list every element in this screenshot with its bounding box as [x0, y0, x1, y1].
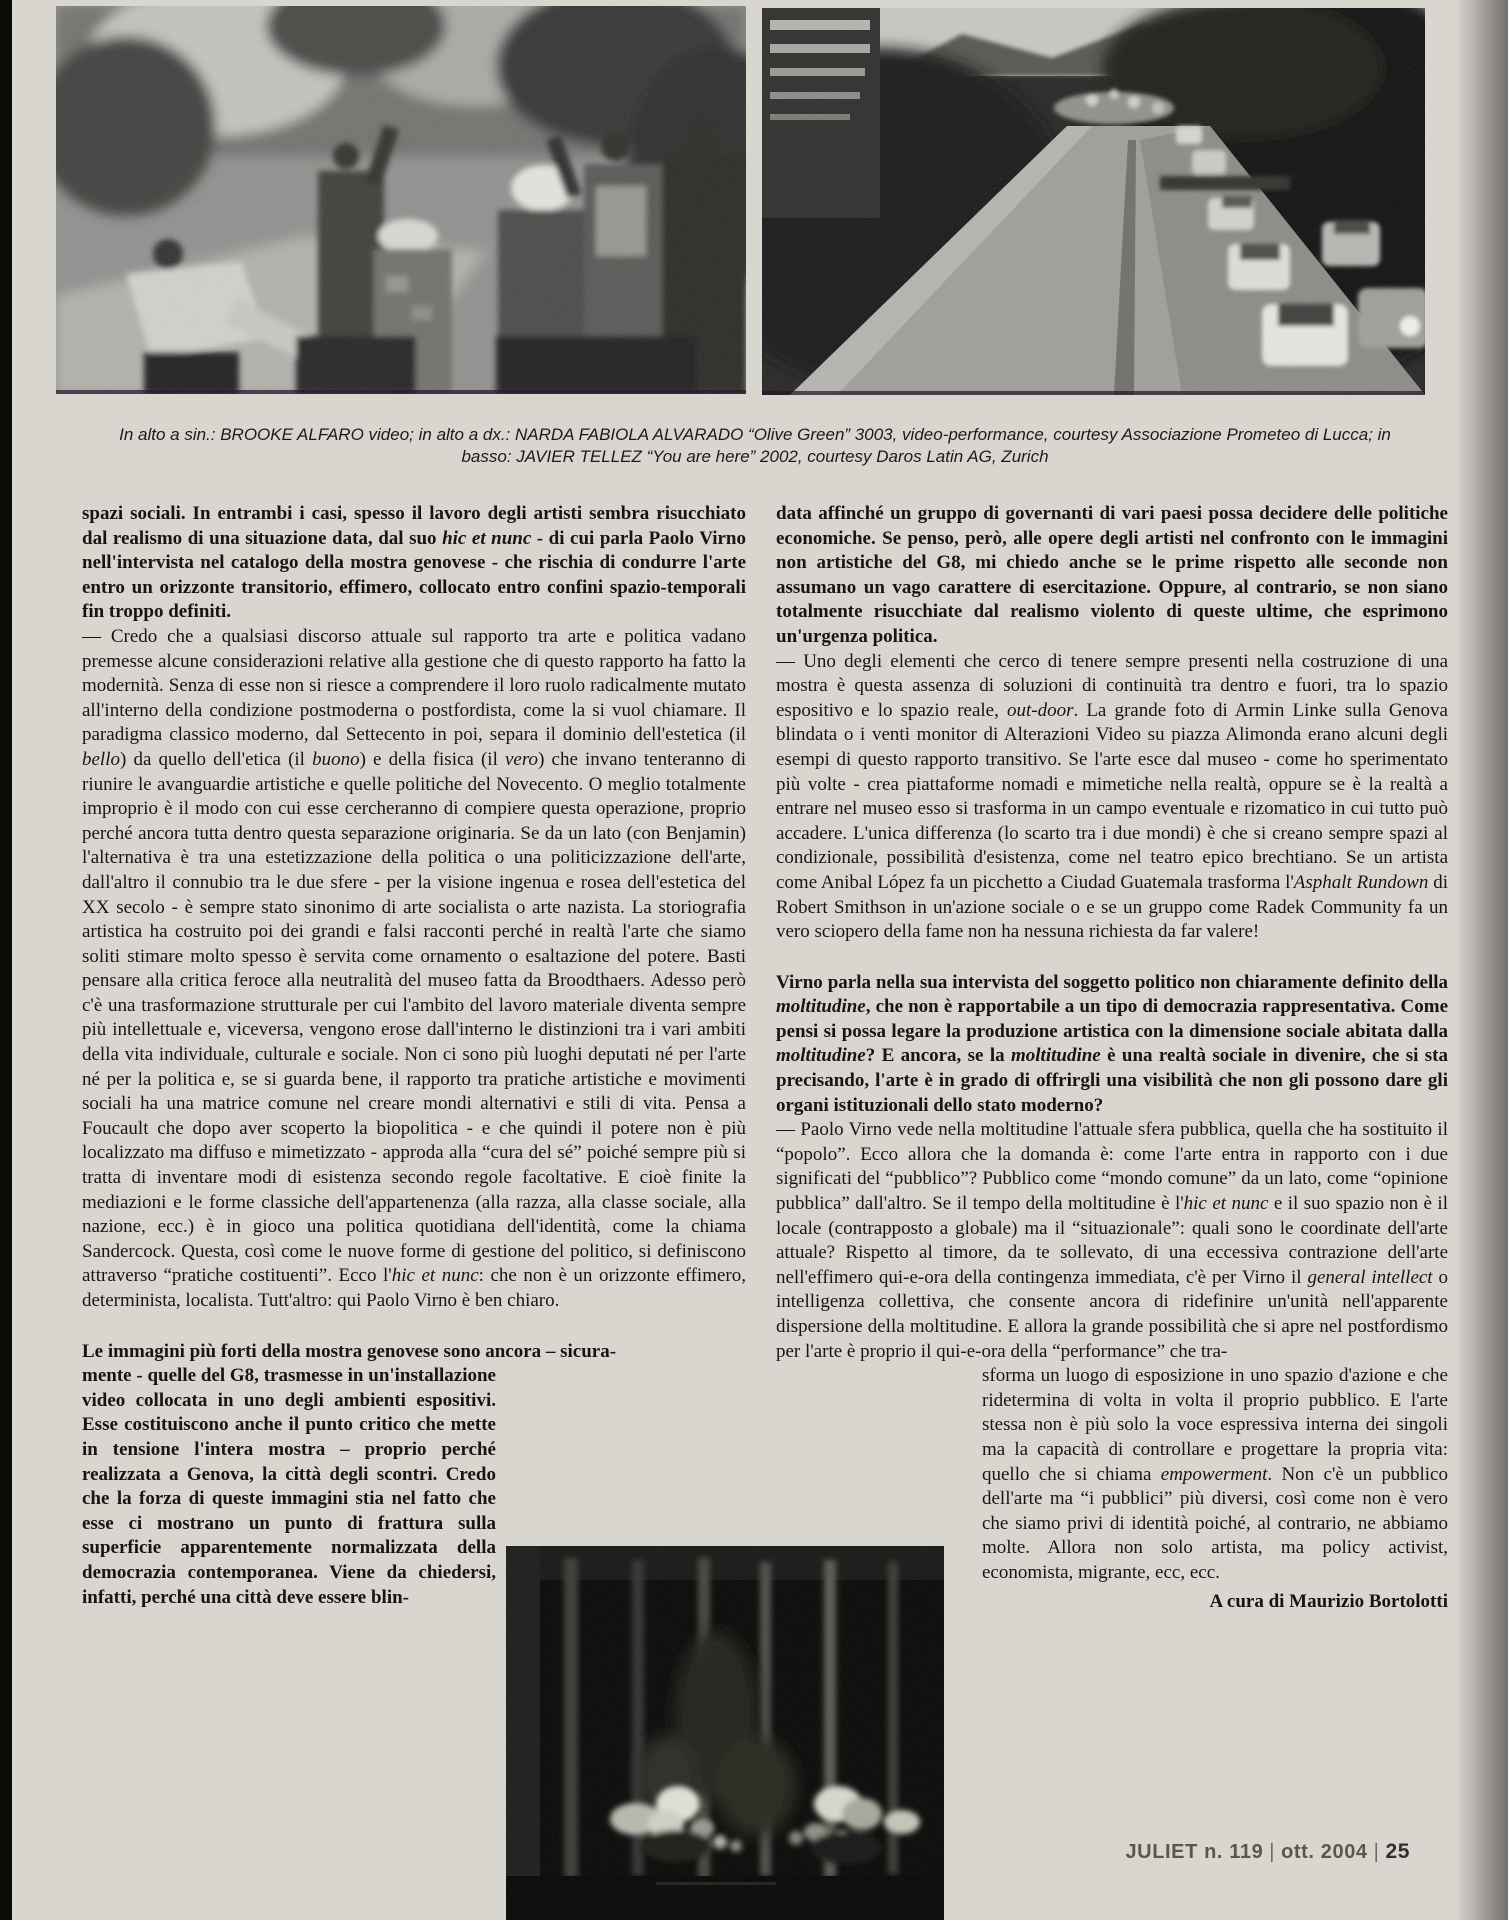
byline: A cura di Maurizio Bortolotti — [1209, 1590, 1448, 1612]
page-footer — [776, 1840, 1410, 1864]
magazine-title: JULIET n. 119 — [1125, 1841, 1264, 1863]
issue-date: ott. 2004 — [1281, 1841, 1368, 1863]
article-column-right — [776, 502, 1448, 1633]
article-column-left — [82, 502, 746, 1610]
photo-narda-alvarado-olive-green — [762, 8, 1425, 395]
paragraph-question-continued: spazi sociali. In entrambi i casi, spesso il lavoro degli artisti sembra risucchiato dal realismo di una situazione data, dal suo hic et nunc - di cui parla Paolo Virno nell'intervista nel catalogo della mostra genovese - che rischia di condurre l'arte entro un orizzonte transitorio, effimero, collocato entro confini spazio-temporali fin troppo definiti. — [82, 503, 746, 623]
paragraph-answer: — Credo che a qualsiasi discorso attuale sul rapporto tra arte e politica vadano premesse alcune considerazioni relative alla gestione che di questo rapporto ha fatto la modernità. Senza di esse non si riesce a comprendere il loro ruolo radicalmente mutato all'interno della condizione postmoderna o postfordista, come la si vuol chiamare. Il paradigma classico moderno, dal Settecento in poi, separa il dominio dell'estetica (il bello) da quello dell'etica (il buono) e della fisica (il vero) che invano tenteranno di riunire le avanguardie artistiche e quelle politiche del Novecento. O meglio totalmente improprio è il modo con cui esse cercheranno di compiere questa operazione, proprio perché ancora tutta dentro questa separazione originaria. Se da un lato (con Benjamin) l'alternativa è tra una estetizzazione della politica o una politicizzazione dell'arte, dall'altro il connubio tra le due sfere - per la visione ingenua e rosea dell'estetica del XX secolo - è sempre stato sinonimo di arte socialista o arte nazista. La storiografia artistica ha costruito poi dei grandi e falsi racconti perché in realtà l'arte che siamo soliti stimare molto spesso è servita come ornamento o esaltazione del potere. Basti pensare alla critica feroce alla neutralità del museo fatta da Broodthaers. Adesso però c'è una trasformazione strutturale per cui l'ambito del lavoro materiale diventa sempre più intellettuale e, viceversa, vengono erose dall'interno le distinzioni tra i vari ambiti della vita individuale, culturale e sociale. Non ci sono più luoghi deputati né per l'arte né per la politica e, se si guarda bene, il rapporto tra pratiche artistiche e movimenti sociali ha una matrice comune nel creare mondi alternativi e stili di vita. Pensa a Foucault che dopo aver scoperto la biopolitica - e che quindi il potere non è più localizzato ma diffuso e mimetizzato - approda alla “cura del sé” poiché sempre più si tratta di inventare modi di esistenza secondo regole facoltative. E cioè finite la mediazioni e le forme classiche dell'appartenenza (alla razza, alla classe sociale, alla nazione, ecc.) è in gioco una politica quotidiana dell'identità, come la chiama Sandercock. Questa, così come le nuove forme di gestione del politico, si definiscono attraverso “pratiche costituenti”. Ecco l'hic et nunc: che non è un orizzonte effimero, determinista, localista. Tutt'altro: qui Paolo Virno è ben chiaro. — [82, 625, 747, 1311]
scan-edge-left — [0, 0, 12, 1920]
page-number: 25 — [1385, 1840, 1410, 1863]
paragraph-answer-wide: — Paolo Virno vede nella moltitudine l'attuale sfera pubblica, quella che ha sostituito il “popolo”. Ecco allora che la domanda è: come l'arte entra in rapporto con i due significati del “pubblico”? Pubblico come “mondo comune” da un lato, come “opinione pubblica” dall'altro. Se il tempo della moltitudine è l'hic et nunc e il suo spazio non è il locale (contrapposto a globale) ma il “situazionale”: quali sono le coordinate dell'arte attuale? Rispetto al timore, da te sollevato, di una eccessiva contrazione dell'arte nell'effimero qui-e-ora della contingenza immediata, c'è per Virno il general intellect o intelligenza collettiva, che consente ancora di ridefinire un'unità nell'apparente dispersione della moltitudine. E allora la grande possibilità che si apre nel postfordismo per l'arte è proprio il qui-e-ora della “performance” che tra- — [776, 1119, 1449, 1362]
paragraph-answer-wrapped: sforma un luogo di esposizione in uno spazio d'azione e che ridetermina di volta in volta il proprio pubblico. E l'arte stessa non è più solo la voce espressiva interna dei singoli ma la capacità di controllare e progettare la propria vita: quello che si chiama empowerment. Non c'è un pubblico dell'arte ma “i pubblici” più diversi, così come non è vero che siamo privi di identità poiché, al contrario, ne abbiamo molte. Allora non solo artista, ma policy activist, economista, migrante, ecc, ecc. — [982, 1365, 1448, 1583]
footer-separator: | — [1269, 1841, 1276, 1863]
paragraph-question-continued: data affinché un gruppo di governanti di vari paesi possa decidere delle politiche economiche. Se penso, però, alle opere degli artisti nel confronto con le immagini non artistiche del G8, mi chiedo anche se le prime rispetto alle seconde non assumano un vago carattere di esercitazione. Oppure, al contrario, se non siano totalmente risucchiate dal realismo violento di queste ultime, che esprimono un'urgenza politica. — [776, 503, 1448, 647]
footer-separator: | — [1373, 1841, 1380, 1863]
paragraph-answer: — Uno degli elementi che cerco di tenere sempre presenti nella costruzione di una mostra è questa assenza di soluzioni di continuità tra dentro e fuori, tra lo spazio espositivo e lo spazio reale, out-door. La grande foto di Armin Linke sulla Genova blindata o i venti monitor di Alterazioni Video su piazza Alimonda erano alcuni degli esempi di questo rapporto transitivo. Se l'arte esce dal museo - come ho sperimentato più volte - crea piattaforme nomadi e mimetiche nella realtà, oppure se è la realtà a entrare nel museo esso si trasforma in un campo eventuale e rizomatico in cui tutto può accadere. L'unica differenza (lo scarto tra i due mondi) è che si creano sempre spazi al condizionale, possibilità d'esistenza, come nel teatro epico brechtiano. Se un artista come Anibal López fa un picchetto a Ciudad Guatemala trasforma l'Asphalt Rundown di Robert Smithson in un'azione sociale o e se un gruppo come Radek Community fa un vero sciopero della fame non ha nessuna richiesta da far valere! — [776, 650, 1448, 943]
paragraph-question: Virno parla nella sua intervista del soggetto politico non chiaramente definito della moltitudine, che non è rapportabile a un tipo di democrazia rappresentativa. Come pensi si possa legare la produzione artistica con la dimensione sociale abitata dalla moltitudine? E ancora, se la moltitudine è una realtà sociale in divenire, che si sta precisando, l'arte è in grado di offrirgli una visibilità che non gli possono dare gli organi istituzionali dello stato moderno? — [776, 971, 1448, 1116]
scan-edge-right — [1456, 0, 1508, 1920]
photo-caption: In alto a sin.: BROOKE ALFARO video; in alto a dx.: NARDA FABIOLA ALVARADO “Olive Green” 3003, video-performance, courtesy Associazione Prometeo di Lucca; in basso: JAVIER TELLEZ “You are here” 2002, courtesy Daros Latin AG, Zurich — [119, 425, 1391, 466]
paragraph-question-wide: Le immagini più forti della mostra genovese sono ancora – sicura- — [82, 1340, 617, 1362]
photo-brooke-alfaro — [56, 6, 746, 394]
paragraph-question-wrapped: mente - quelle del G8, trasmesse in un'installazione video collocata in uno degli ambienti espositivi. Esse costituiscono anche il punto critico che mette in tensione l'intera mostra – proprio perché realizzata a Genova, la città degli scontri. Credo che la forza di queste immagini stia nel fatto che esse ci mostrano un punto di frattura sulla superficie apparentemente normalizzata della democrazia contemporanea. Viene da chiedersi, infatti, perché una città deve essere blin- — [82, 1365, 496, 1608]
